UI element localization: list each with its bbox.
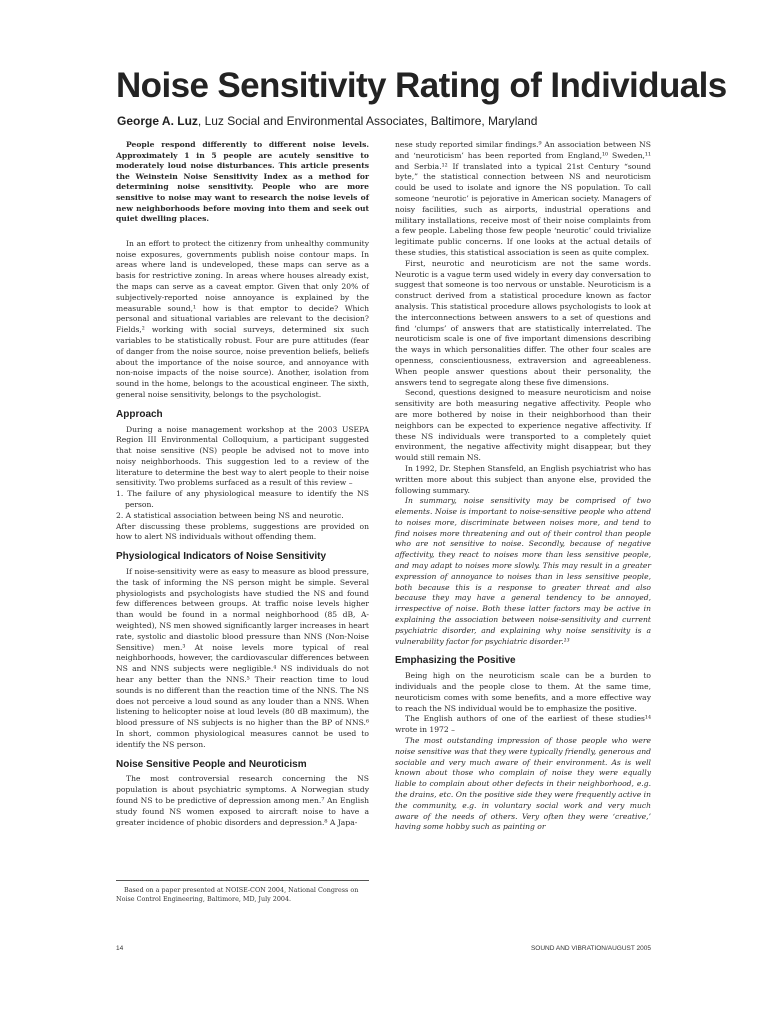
right-paragraph-5: Being high on the neuroticism scale can be a burden to individuals and the people close to them. At the same time, neuroticism comes with some benefits, and a more effective way to reach the NS individual would be to emphasize the positive. [395,671,651,713]
right-paragraph-1: nese study reported similar findings.⁹ An association between NS and ‘neuroticism’ has been reported from England,¹⁰ Sweden,¹¹ and Serbia.¹² If translated into a typical 21st Century “sound byte,” the statistical connection between NS and neuroticism could be used to isolate and ignore the NS population. To call someone ‘neurotic’ is pejorative in American society. Managers of noisy facilities, such as airports, industrial operations and military installations, receive most of their noise complaints from a few people. Labeling those few people ‘neurotic’ could trivialize legitimate public concerns. If one looks at the actual details of these studies, this statistical association is seen as quite complex. [395,140,651,257]
approach-list-item-2: 2. A statistical association between being NS and neurotic. [116,510,344,520]
right-paragraph-3: Second, questions designed to measure neuroticism and noise sensitivity are both measuring negative affectivity. People who are more bothered by noise in their neighborhood than their neighbors can be expected to experience negative affectivity. If these NS individuals were transported to a completely quiet environment, the negative affectivity might disappear, but they would still remain NS. [395,388,651,463]
article-title: Noise Sensitivity Rating of Individuals [116,66,727,105]
1972-quote: The most outstanding impression of those people who were noise sensitive was that they were typically friendly, generous and sociable and very much aware of their environment. As is well known about those who complain of noise they were equally liable to complain about other defects in their neighborhood, e.g. the drains, etc. On the positive side they were frequently active in the community, e.g. in voluntary social work and very much aware of the needs of others. Very often they were ‘creative,’ having some hobby such as painting or [395,736,651,832]
author-name: George A. Luz [117,114,198,128]
neuroticism-paragraph: The most controversial research concerning the NS population is about psychiatric symptoms. A Norwegian study found NS to be predictive of depression among men.⁷ An English study found NS women exposed to aircraft noise to have a greater incidence of phobic disorders and depression.⁸ A Japa- [116,774,369,827]
page-number: 14 [116,945,124,952]
approach-list [116,489,369,521]
left-column [116,140,369,828]
journal-footer: SOUND AND VIBRATION/AUGUST 2005 [530,945,651,952]
author-affiliation: , Luz Social and Environmental Associates, Baltimore, Maryland [197,114,538,128]
right-paragraph-4: In 1992, Dr. Stephen Stansfeld, an English psychiatrist who has written more about this subject than anyone else, provided the following summary. [395,463,651,495]
neuroticism-heading: Noise Sensitive People and Neuroticism [116,758,307,770]
approach-paragraph: During a noise management workshop at the 2003 USEPA Region III Environmental Colloquium, a participant suggested that noise sensitive (NS) people be advised not to move into noisy neighborhoods. This suggestion led to a review of the literature to determine the best way to alert people to their noise sensitivity. Two problems surfaced as a result of this review – [116,424,369,488]
stansfeld-quote: In summary, noise sensitivity may be comprised of two elements. Noise is important to noise-sensitive people who attend to noises more, discriminate between noises more, and tend to find noises more threatening and out of their control than people who are not sensitive to noise. Secondly, because of negative affectivity, they react to noises more than less sensitive people, and may adapt to noises more slowly. This may result in a greater expression of annoyance to noises than in less sensitive people, both because this is a response to greater threat and also because they may have a general tendency to be annoyed, irrespective of noise. Both these latter factors may be active in explaining the association between noise-sensitivity and current psychiatric disorder, and explaining why noise sensitivity is a vulnerability factor for psychiatric disorder.¹³ [395,496,651,646]
footnote [116,880,369,904]
right-column [395,140,651,833]
abstract: People respond differently to different noise levels. Approximately 1 in 5 people are acutely sensitive to moderately loud noise disturbances. This article presents the Weinstein Noise Sensitivity Index as a method for determining noise sensitivity. People who are more sensitive to noise may want to research the noise levels of new neighborhoods before moving into them and seek out quiet dwelling places. [116,140,369,224]
right-paragraph-2: First, neurotic and neuroticism are not the same words. Neurotic is a vague term used widely in every day conversation to suggest that someone is too nervous or unstable. Neuroticism is a construct derived from a statistical procedure known as factor analysis. This statistical procedure allows psychologists to look at the interconnections between answers to a set of questions and find ‘clumps’ of answers that are statistically interrelated. The neuroticism scale is one of five important dimensions describing the ways in which personalities differ. The other four scales are openness, conscientiousness, extraversion and agreeableness. When people answer questions about their personality, the answers tend to segregate along these five dimensions. [395,258,651,387]
positive-heading: Emphasizing the Positive [395,655,516,667]
right-paragraph-6: The English authors of one of the earliest of these studies¹⁴ wrote in 1972 – [395,714,651,735]
intro-paragraph: In an effort to protect the citizenry from unhealthy community noise exposures, governments publish noise contour maps. In areas where land is undeveloped, these maps can serve as a basis for restrictive zoning. In areas where houses already exist, the maps can serve as a caveat emptor. Given that only 20% of subjectively-reported noise annoyance is explained by the measurable sound,¹ how is that emptor to decide? Which personal and situational variables are relevant to the decision? Fields,² working with social surveys, determined six such variables to be statistically robust. Four are pure attitudes (fear of danger from the noise source, noise prevention beliefs, beliefs about the importance of the noise source, and annoyance with non-noise impacts of the noise source). Another, isolation from sound in the home, belongs to the acoustical engineer. The sixth, general noise sensitivity, belongs to the psychologist. [116,238,369,399]
physiological-heading: Physiological Indicators of Noise Sensitivity [116,551,327,563]
footnote-text: Based on a paper presented at NOISE-CON 2004, National Congress on Noise Control Engineering, Baltimore, MD, July 2004. [116,886,359,903]
approach-list-item-1: 1. The failure of any physiological measure to identify the NS person. [116,489,369,510]
approach-after: After discussing these problems, suggestions are provided on how to alert NS individuals without offending them. [116,521,369,542]
physiological-paragraph: If noise-sensitivity were as easy to measure as blood pressure, the task of informing the NS person might be simple. Several physiologists and psychologists have studied the NS and found few differences between groups. At traffic noise levels higher than would be found in a normal neighborhood (85 dB, A-weighted), NS men showed significantly larger increases in heart rate, systolic and diastolic blood pressure than NNS (Non-Noise Sensitive) men.³ At noise levels more typical of real neighborhoods, however, the cardiovascular differences between NS and NNS subjects were negligible.⁴ NS individuals do not hear any better than the NNS.⁵ Their reaction time to loud sounds is no different than the reaction time of the NNS. The NS does not perceive a loud sound as any louder than a NNS. When listening to helicopter noise at loud levels (80 dB maximum), the blood pressure of NS subjects is no higher than the BP of NNS.⁶ In short, common physiological measures cannot be used to identify the NS person. [116,567,369,749]
byline [117,114,537,128]
approach-heading: Approach [116,408,163,420]
